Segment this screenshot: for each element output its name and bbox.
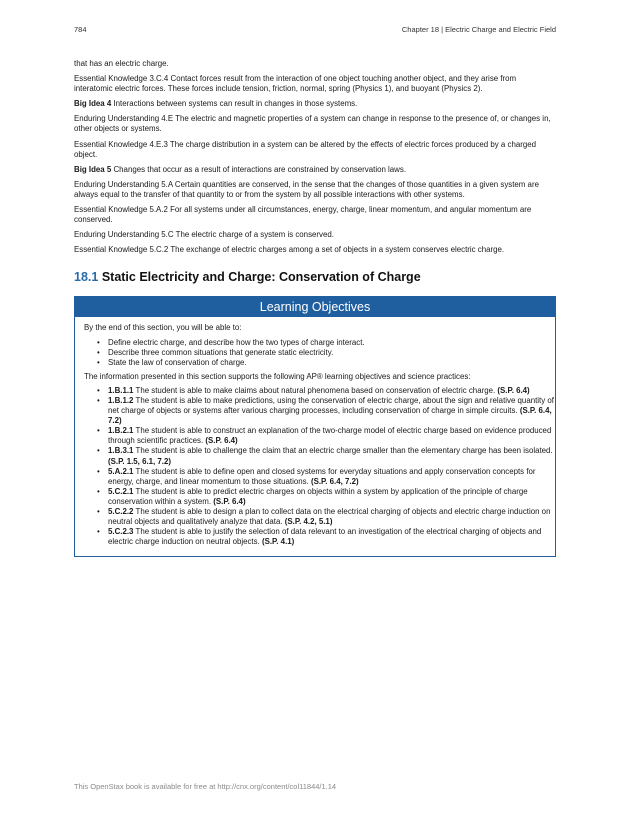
science-practice: (S.P. 4.2, 5.1) — [284, 517, 333, 527]
science-practice: (S.P. 6.4) — [205, 436, 238, 446]
science-practice: (S.P. 6.4) — [497, 385, 530, 395]
big-idea-label: Big Idea 4 — [74, 99, 112, 109]
list-item — [108, 396, 555, 426]
section-heading — [74, 270, 556, 285]
section-title-text: Static Electricity and Charge: Conservation of Charge — [98, 270, 421, 285]
objective-text: The student is able to construct an explanation of the two-charge model of electric charge based on evidence produced through scientific practices. — [108, 426, 552, 446]
list-item — [108, 507, 555, 527]
paragraph: Essential Knowledge 5.A.2 For all systems under all circumstances, energy, charge, linear momentum, and angular momentum are conserved. — [74, 205, 532, 225]
list-item: • Define electric charge, and describe how the two types of charge interact. — [108, 338, 555, 348]
page-content — [74, 59, 556, 557]
paragraph: Essential Knowledge 3.C.4 Contact forces result from the interaction of one object touching another object, and they arise from interatomic electric forces. These forces include tension, friction, normal, spring (Physics 1), and buoyant (Physics 2). — [74, 74, 517, 94]
objective-code: 5.C.2.1 — [108, 486, 134, 496]
paragraph: Essential Knowledge 4.E.3 The charge distribution in a system can be altered by the effects of electric forces produced by a charged object. — [74, 139, 537, 159]
objective-code: 5.C.2.2 — [108, 507, 134, 516]
objective-code: 1.B.2.1 — [108, 426, 134, 436]
objective-code: 5.C.2.3 — [108, 527, 134, 537]
learning-objectives-body — [75, 317, 555, 556]
big-idea-label: Big Idea 5 — [74, 164, 112, 174]
page-number: 784 — [74, 25, 87, 34]
objective-text: The student is able to make predictions, using the conservation of electric charge, about the sign and relative quantity of net charge of objects or systems after various charging processes, including conservation of charge in simple circuits. — [108, 395, 554, 416]
paragraph: Enduring Understanding 4.E The electric and magnetic properties of a system can change in response to the presence of, or changes in, other objects or systems. — [74, 114, 551, 134]
big-idea-text: Interactions between systems can result in changes in those systems. — [111, 99, 358, 109]
list-item: • Describe three common situations that generate static electricity. — [108, 348, 555, 358]
list-item: • State the law of conservation of charge. — [108, 358, 555, 368]
list-item — [108, 527, 555, 547]
objective-code: 1.B.3.1 — [108, 446, 134, 456]
list-item — [108, 487, 555, 507]
objective-text: The student is able to predict electric charges on objects within a system by application of the principle of charge conservation within a system. — [108, 486, 528, 506]
objective-text: The student is able to challenge the claim that an electric charge smaller than the elementary charge has been isolated. — [133, 446, 553, 456]
paragraph: that has an electric charge. — [74, 59, 169, 68]
objective-text: The student is able to design a plan to collect data on the electrical charging of objects and electric charge induction on neutral objects and qualitatively analyze that data. — [108, 507, 551, 527]
objectives-lead: By the end of this section, you will be able to: — [84, 323, 242, 333]
objective-code: 1.B.1.1 — [108, 385, 134, 395]
section-number: 18.1 — [74, 270, 99, 285]
objective-text: The student is able to define open and closed systems for everyday situations and apply conservation concepts for energy, charge, and linear momentum to those situations. — [108, 466, 536, 486]
objective-code: 5.A.2.1 — [108, 466, 134, 476]
paragraph — [74, 165, 556, 175]
science-practice: (S.P. 6.4, 7.2) — [310, 476, 359, 486]
ap-objectives-list — [84, 386, 555, 548]
list-item — [108, 386, 555, 396]
objective-text: The student is able to make claims about natural phenomena based on conservation of electric charge. — [133, 385, 498, 395]
chapter-title: Chapter 18 | Electric Charge and Electric Field — [401, 25, 556, 34]
big-idea-text: Changes that occur as a result of interactions are constrained by conservation laws. — [111, 164, 407, 174]
page-footer: This OpenStax book is available for free at http://cnx.org/content/col11844/1.14 — [74, 782, 337, 791]
science-practice: (S.P. 6.4, 7.2) — [108, 406, 552, 426]
page-header — [74, 25, 556, 37]
science-practice: (S.P. 4.1) — [261, 537, 295, 547]
ap-lead: The information presented in this section supports the following AP® learning objectives and science practices: — [84, 371, 471, 381]
paragraph: Enduring Understanding 5.C The electric charge of a system is conserved. — [74, 230, 334, 240]
science-practice: (S.P. 1.5, 6.1, 7.2) — [108, 456, 172, 466]
list-item — [108, 426, 555, 446]
list-item — [108, 467, 555, 487]
objective-code: 1.B.1.2 — [108, 395, 134, 405]
learning-objectives-heading: Learning Objectives — [75, 297, 555, 317]
paragraph: Essential Knowledge 5.C.2 The exchange of electric charges among a set of objects in a system conserves electric charge. — [74, 245, 505, 255]
paragraph: Enduring Understanding 5.A Certain quantities are conserved, in the sense that the changes of those quantities in a given system are always equal to the transfer of that quantity to or from the system by all possible interactions with other systems. — [74, 179, 539, 199]
objective-text: The student is able to justify the selection of data relevant to an investigation of the electrical charging of objects and electric charge induction on neutral objects. — [108, 527, 542, 547]
objectives-list — [84, 338, 555, 368]
list-item — [108, 446, 555, 466]
science-practice: (S.P. 6.4) — [213, 496, 246, 506]
learning-objectives-box — [74, 296, 556, 557]
paragraph — [74, 99, 556, 109]
